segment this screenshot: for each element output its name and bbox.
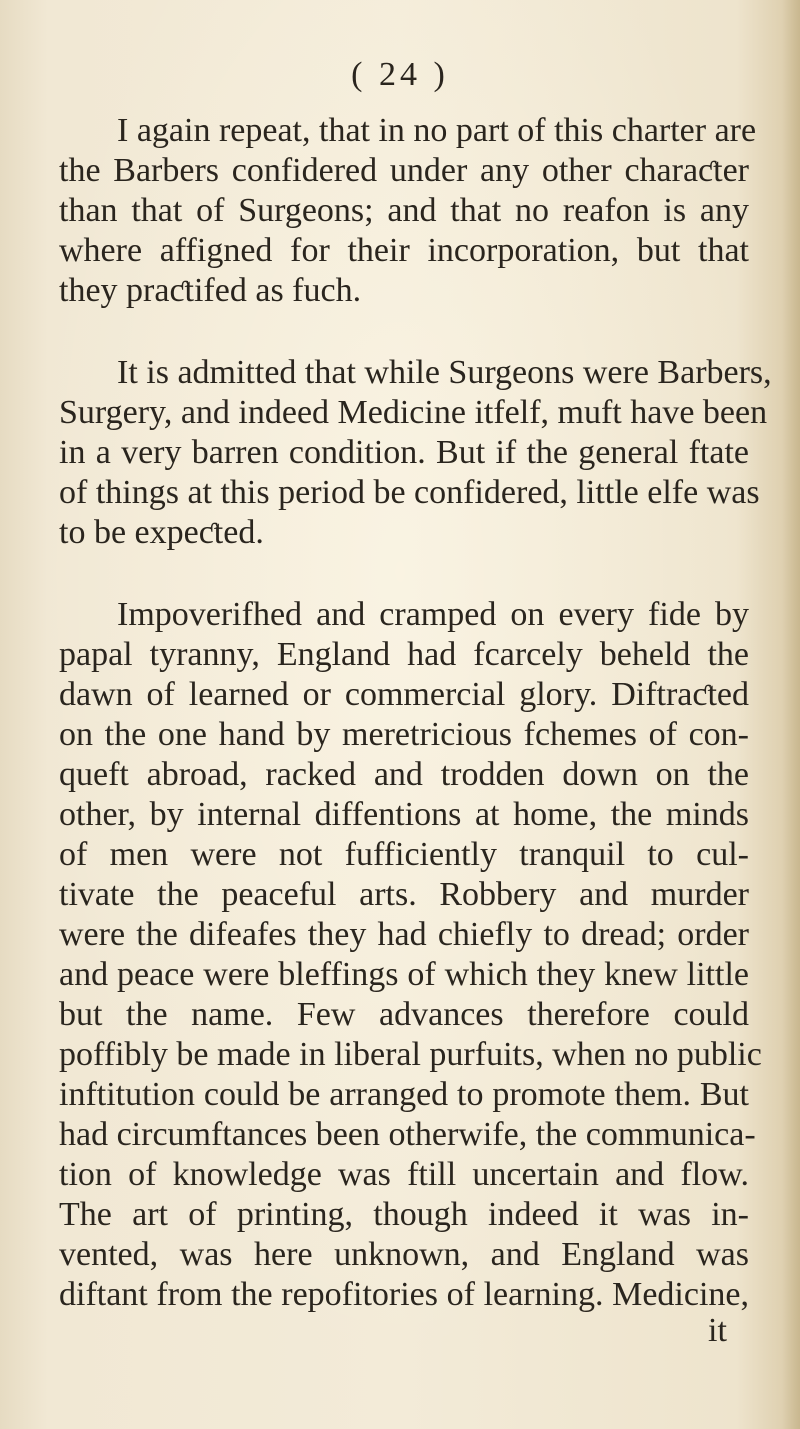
text-line: to be expeƈted. bbox=[59, 514, 264, 551]
text-line: Surgery, and indeed Medicine itfelf, muft have been bbox=[59, 394, 768, 431]
text-line: dawn of learned or commercial glory. Diftraƈted bbox=[59, 676, 749, 713]
text-line: of men were not fufficiently tranquil to cul- bbox=[59, 836, 749, 873]
text-line: tion of knowledge was ftill uncertain and flow. bbox=[59, 1156, 749, 1193]
text-line: vented, was here unknown, and England was bbox=[59, 1236, 749, 1273]
text-line: where affigned for their incorporation, but that bbox=[59, 232, 749, 269]
text-line: It is admitted that while Surgeons were Barbers, bbox=[117, 354, 772, 391]
catchword: it bbox=[708, 1312, 727, 1349]
text-line: I again repeat, that in no part of this charter are bbox=[117, 112, 757, 149]
text-line: The art of printing, though indeed it was in- bbox=[59, 1196, 749, 1233]
text-line: other, by internal diffentions at home, the minds bbox=[59, 796, 749, 833]
page-number: ( 24 ) bbox=[351, 56, 449, 93]
text-line: inftitution could be arranged to promote them. But bbox=[59, 1076, 749, 1113]
text-line: tivate the peaceful arts. Robbery and murder bbox=[59, 876, 749, 913]
text-line: and peace were bleffings of which they knew little bbox=[59, 956, 749, 993]
text-line: of things at this period be confidered, little elfe was bbox=[59, 474, 760, 511]
page-edge-stain bbox=[782, 0, 800, 1429]
text-line: on the one hand by meretricious fchemes of con- bbox=[59, 716, 749, 753]
text-line: the Barbers confidered under any other charaƈter bbox=[59, 152, 749, 189]
text-line: in a very barren condition. But if the general ftate bbox=[59, 434, 749, 471]
text-line: but the name. Few advances therefore could bbox=[59, 996, 749, 1033]
text-line: diftant from the repofitories of learning. Medicine, bbox=[59, 1276, 749, 1313]
text-line: were the difeafes they had chiefly to dread; order bbox=[59, 916, 749, 953]
text-line: poffibly be made in liberal purfuits, when no public bbox=[59, 1036, 762, 1073]
text-line: queft abroad, racked and trodden down on the bbox=[59, 756, 749, 793]
text-line: Impoverifhed and cramped on every fide by bbox=[117, 596, 749, 633]
text-line: than that of Surgeons; and that no reafon is any bbox=[59, 192, 749, 229]
text-line: they praƈtifed as fuch. bbox=[59, 272, 362, 309]
text-line: papal tyranny, England had fcarcely beheld the bbox=[59, 636, 749, 673]
text-line: had circumftances been otherwife, the communica- bbox=[59, 1116, 756, 1153]
